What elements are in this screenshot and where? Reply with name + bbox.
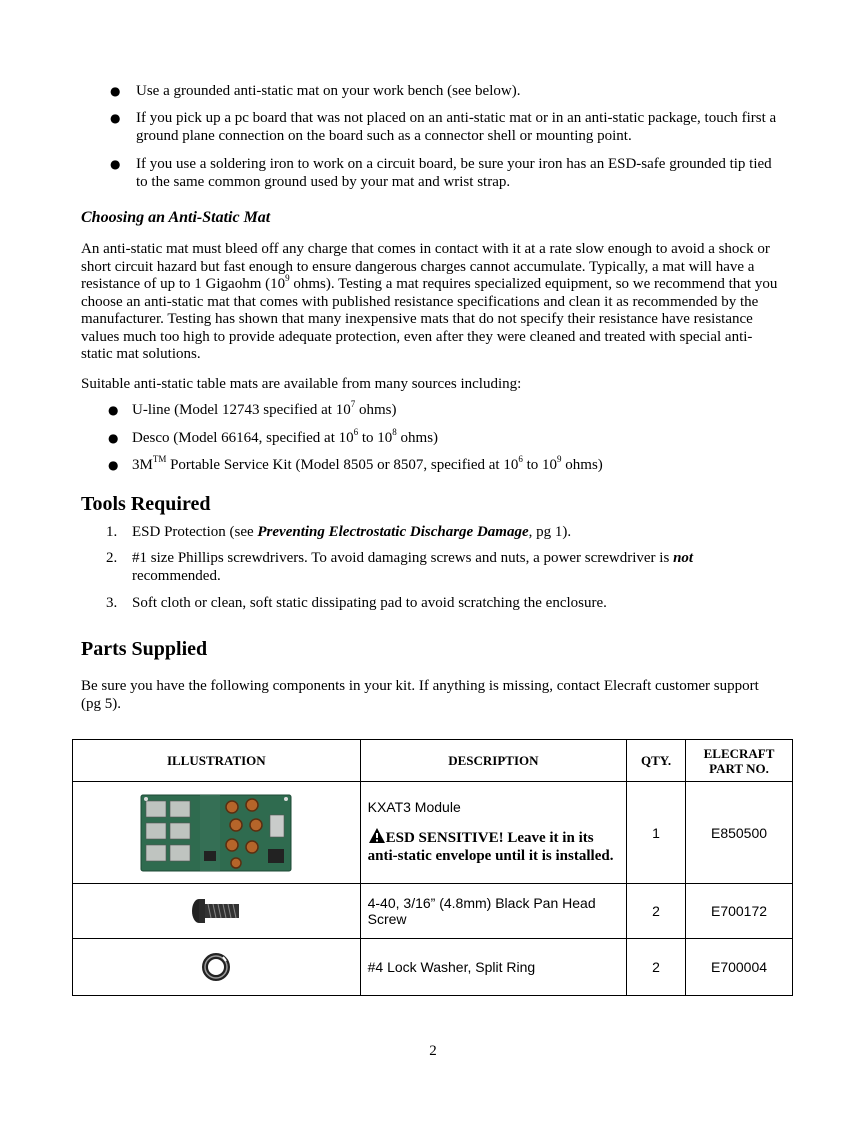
parts-intro: Be sure you have the following components in your kit. If anything is missing, contact Elecraft customer support (pg 5).	[81, 678, 759, 712]
bullet-icon: ●	[110, 111, 121, 125]
list-item-text: Use a grounded anti-static mat on your work bench (see below).	[136, 83, 521, 99]
mat-paragraph: An anti-static mat must bleed off any charge that comes in contact with it at a rate slow enough to avoid a shock or short circuit hazard but fast enough to ensure dangerous charges cannot accumulate. Typically, a mat will have a resistance of up to 1 Gigaohm ($10^9$ ohms). Testing a mat requires specialized equipment, so we recommend that you choose an anti-static mat that comes with published resistance specifications and clean it as recommended by the manufacturer. Testing has shown that many inexpensive mats that do not specify their resistance have resistance values much too high to provide adequate protection, even after they were cleaned and treated with special anti-static mat solutions.	[81, 241, 778, 362]
bullet-icon: ●	[108, 403, 119, 417]
qty-cell: 1	[627, 782, 686, 884]
tools-heading: Tools Required	[81, 493, 211, 515]
screw-icon	[190, 898, 242, 924]
description-cell	[360, 782, 627, 884]
bullet-icon: ●	[108, 458, 119, 472]
list-item-text: U-line (Model 12743 specified at $10^7$ ohms)	[132, 399, 397, 418]
illustration-cell	[73, 782, 361, 884]
page-number: 2	[429, 1043, 437, 1059]
column-header: DESCRIPTION	[360, 740, 627, 782]
warning-icon	[368, 827, 386, 844]
part-no-cell: E850500	[686, 782, 793, 884]
list-item-text: Desco (Model 66164, specified at $10^6$ to $10^8$ ohms)	[132, 427, 439, 446]
section-heading: Choosing an Anti-Static Mat	[81, 209, 271, 226]
list-number: 2.	[106, 550, 118, 566]
list-item-text: ESD Protection (see Preventing Electrostatic Discharge Damage, pg 1).	[132, 524, 572, 540]
list-item-text: If you use a soldering iron to work on a circuit board, be sure your iron has an ESD-safe grounded tip tied to the same common ground used by your mat and wrist strap.	[136, 156, 772, 190]
sources-intro: Suitable anti-static table mats are available from many sources including:	[81, 376, 522, 392]
list-item-text: If you pick up a pc board that was not placed on an anti-static mat or in an anti-static package, touch first a ground plane connection on the board such as a connector shell or mounting point.	[136, 110, 777, 144]
part-no-cell: E700004	[686, 939, 793, 996]
bullet-icon: ●	[110, 84, 121, 98]
qty-cell: 2	[627, 939, 686, 996]
illustration-cell	[73, 939, 361, 996]
list-number: 1.	[106, 524, 118, 540]
circuit-board-icon	[140, 791, 292, 875]
bullet-icon: ●	[108, 431, 119, 445]
bullet-icon: ●	[110, 157, 121, 171]
parts-table	[72, 739, 793, 996]
list-item-text: #1 size Phillips screwdrivers. To avoid damaging screws and nuts, a power screwdriver is not recommended.	[132, 550, 694, 584]
column-header: QTY.	[627, 740, 686, 782]
parts-heading: Parts Supplied	[81, 638, 208, 660]
illustration-cell	[73, 884, 361, 939]
esd-warning: ESD SENSITIVE! Leave it in its anti-static envelope until it is installed.	[368, 827, 627, 865]
column-header: ILLUSTRATION	[73, 740, 361, 782]
description-cell: #4 Lock Washer, Split Ring	[360, 939, 627, 996]
table-row	[73, 782, 793, 884]
description-cell: 4-40, 3/16” (4.8mm) Black Pan Head Screw	[360, 884, 627, 939]
list-item-text: Soft cloth or clean, soft static dissipating pad to avoid scratching the enclosure.	[132, 595, 607, 611]
list-number: 3.	[106, 595, 118, 611]
part-description: KXAT3 Module	[367, 798, 461, 815]
table-row	[73, 884, 793, 939]
qty-cell: 2	[627, 884, 686, 939]
lock-washer-icon	[201, 952, 231, 982]
table-header-row	[73, 740, 793, 782]
list-item-text: 3M™ Portable Service Kit (Model 8505 or 8507, specified at $10^6$ to $10^9$ ohms)	[132, 454, 603, 473]
table-row	[73, 939, 793, 996]
part-no-cell: E700172	[686, 884, 793, 939]
column-header: ELECRAFT PART NO.	[686, 740, 793, 782]
